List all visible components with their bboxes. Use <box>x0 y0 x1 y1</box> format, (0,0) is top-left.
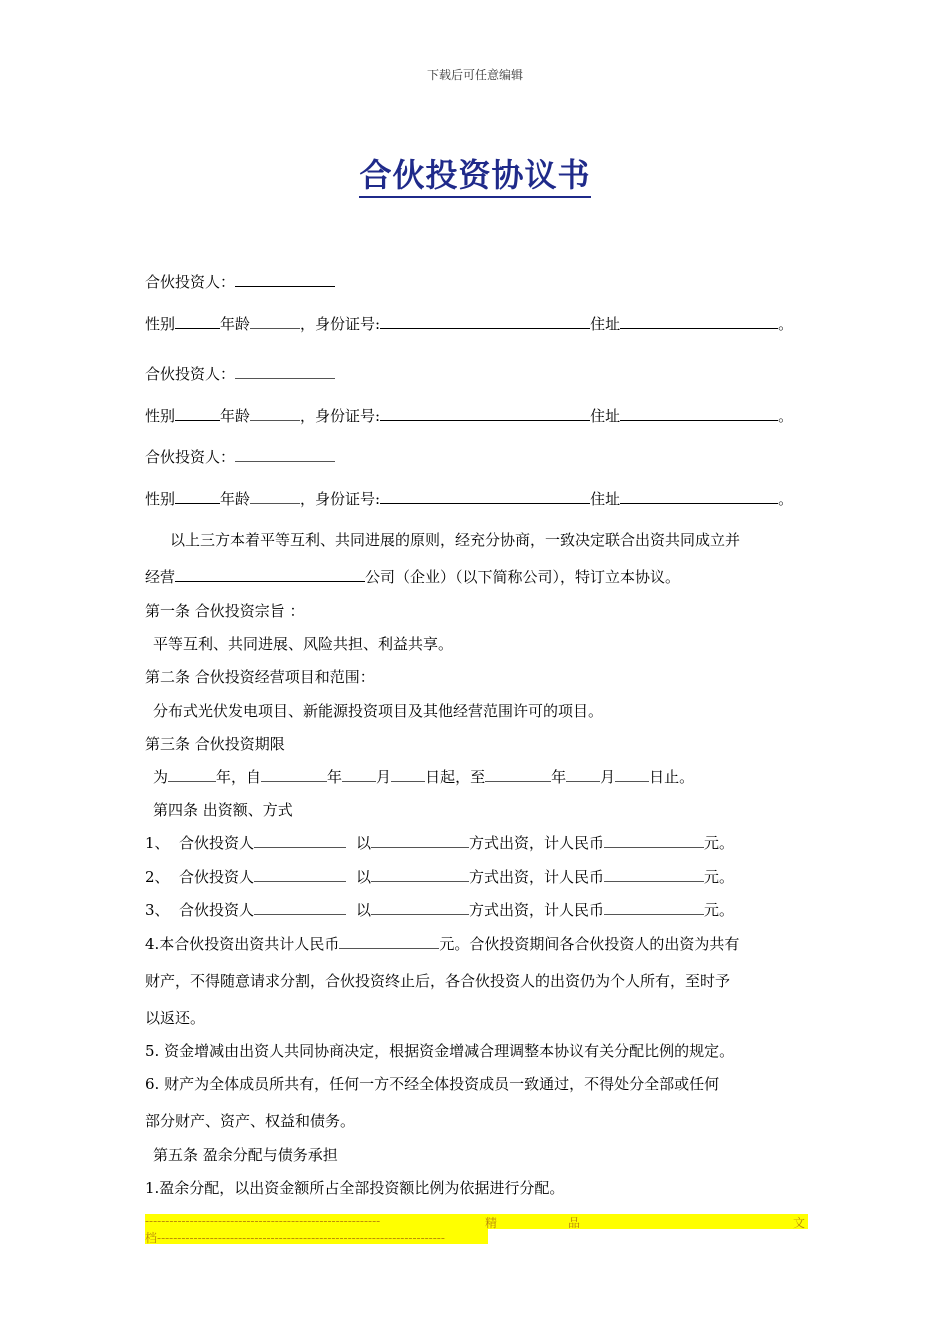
blank-field <box>485 767 551 782</box>
term-text: 为 <box>153 768 169 786</box>
blank-field <box>371 833 469 848</box>
term-text: 年 <box>327 768 343 786</box>
blank-field <box>250 406 300 421</box>
article-4-title: 第四条 出资额、方式 <box>153 801 293 819</box>
article-5-title: 第五条 盈余分配与债务承担 <box>153 1146 338 1164</box>
blank-field <box>175 406 220 421</box>
article-1-title: 第一条 合伙投资宗旨 ： <box>145 602 305 620</box>
partner-3-line <box>145 447 335 467</box>
blank-field <box>254 867 346 882</box>
partner-2-detail <box>145 406 793 426</box>
id-label: ，身份证号: <box>300 315 381 333</box>
blank-field <box>261 767 327 782</box>
blank-field <box>342 767 376 782</box>
blank-field <box>168 767 216 782</box>
term-text: 年，自 <box>216 768 262 786</box>
paragraph-4-line-1 <box>145 934 739 954</box>
contrib-text: 方式出资，计人民币 <box>469 834 605 852</box>
term-text: 年 <box>551 768 567 786</box>
term-text: 日起，至 <box>425 768 486 786</box>
contrib-text: 合伙投资人 <box>179 868 255 886</box>
article-3-title: 第三条 合伙投资期限 <box>145 735 285 753</box>
period: 。 <box>778 315 794 333</box>
footer-word: 文 <box>793 1216 806 1230</box>
period: 。 <box>778 490 794 508</box>
paragraph-4-line-3: 以返还。 <box>145 1009 206 1027</box>
page-header: 下载后可任意编辑 <box>426 68 523 82</box>
address-label: 住址 <box>590 407 621 425</box>
age-label: 年龄 <box>220 315 251 333</box>
contrib-text: 方式出资，计人民币 <box>469 901 605 919</box>
document-title <box>0 150 950 196</box>
term-text: 日止。 <box>649 768 695 786</box>
partner-1-line <box>145 272 335 292</box>
intro-text: 经营 <box>145 568 176 586</box>
article-2-body: 分布式光伏发电项目、新能源投资项目及其他经营范围许可的项目。 <box>153 702 604 720</box>
blank-field <box>620 406 778 421</box>
blank-field <box>235 447 335 462</box>
contribution-3 <box>145 900 734 920</box>
blank-field <box>175 567 365 582</box>
blank-field <box>380 314 590 329</box>
blank-field <box>371 900 469 915</box>
intro-line-2 <box>145 567 680 587</box>
article-3-body <box>153 767 694 787</box>
footer-watermark: ---------------------------------------------------------- 精 品 文 档----------------------------------------------------------------------- <box>145 1214 808 1244</box>
contribution-1 <box>145 833 734 853</box>
contrib-text: 元。 <box>704 901 735 919</box>
blank-field <box>620 314 778 329</box>
article-5-paragraph-1: 1.盈余分配，以出资金额所占全部投资额比例为依据进行分配。 <box>145 1179 565 1197</box>
gender-label: 性别 <box>145 315 176 333</box>
term-text: 月 <box>376 768 392 786</box>
footer-line-2: 档----------------------------------------------------------------------- <box>145 1231 445 1245</box>
gender-label: 性别 <box>145 407 176 425</box>
item-number: 2、 <box>145 868 170 886</box>
paragraph-text: 元。合伙投资期间各合伙投资人的出资为共有 <box>439 935 740 953</box>
partner-label: 合伙投资人： <box>145 273 236 291</box>
contribution-2 <box>145 867 734 887</box>
paragraph-4-line-2: 财产，不得随意请求分割，合伙投资终止后，各合伙投资人的出资仍为个人所有，至时予 <box>145 972 731 990</box>
id-label: ，身份证号: <box>300 490 381 508</box>
age-label: 年龄 <box>220 490 251 508</box>
blank-field <box>175 489 220 504</box>
blank-field <box>604 833 704 848</box>
article-2-title: 第二条 合伙投资经营项目和范围： <box>145 668 375 686</box>
partner-label: 合伙投资人： <box>145 365 236 383</box>
contrib-text: 合伙投资人 <box>179 901 255 919</box>
blank-field <box>250 489 300 504</box>
item-number: 3、 <box>145 901 170 919</box>
blank-field <box>254 900 346 915</box>
address-label: 住址 <box>590 490 621 508</box>
blank-field <box>250 314 300 329</box>
contrib-text: 方式出资，计人民币 <box>469 868 605 886</box>
contrib-text: 元。 <box>704 868 735 886</box>
footer-word: 精 <box>485 1216 498 1230</box>
blank-field <box>339 934 439 949</box>
contrib-text: 元。 <box>704 834 735 852</box>
paragraph-6-line-2: 部分财产、资产、权益和债务。 <box>145 1112 356 1130</box>
blank-field <box>175 314 220 329</box>
partner-2-line <box>145 364 335 384</box>
blank-field <box>380 406 590 421</box>
blank-field <box>615 767 649 782</box>
partner-label: 合伙投资人： <box>145 448 236 466</box>
blank-field <box>604 867 704 882</box>
blank-field <box>391 767 425 782</box>
blank-field <box>620 489 778 504</box>
blank-field <box>566 767 600 782</box>
paragraph-5: 5. 资金增减由出资人共同协商决定，根据资金增减合理调整本协议有关分配比例的规定。 <box>145 1042 735 1060</box>
blank-field <box>254 833 346 848</box>
blank-field <box>235 272 335 287</box>
gender-label: 性别 <box>145 490 176 508</box>
footer-word: 品 <box>568 1216 581 1230</box>
term-text: 月 <box>600 768 616 786</box>
partner-3-detail <box>145 489 793 509</box>
paragraph-text: 4.本合伙投资出资共计人民币 <box>145 935 340 953</box>
item-number: 1、 <box>145 834 170 852</box>
contrib-text: 以 <box>356 901 372 919</box>
age-label: 年龄 <box>220 407 251 425</box>
article-1-body: 平等互利、共同进展、风险共担、利益共享。 <box>153 635 454 653</box>
period: 。 <box>778 407 794 425</box>
title-text: 合伙投资协议书 <box>359 156 590 198</box>
blank-field <box>604 900 704 915</box>
blank-field <box>371 867 469 882</box>
blank-field <box>235 364 335 379</box>
footer-word: 档 <box>145 1231 158 1245</box>
blank-field <box>380 489 590 504</box>
contrib-text: 合伙投资人 <box>179 834 255 852</box>
contrib-text: 以 <box>356 868 372 886</box>
address-label: 住址 <box>590 315 621 333</box>
paragraph-6-line-1: 6. 财产为全体成员所共有，任何一方不经全体投资成员一致通过，不得处分全部或任何 <box>145 1075 720 1093</box>
partner-1-detail <box>145 314 793 334</box>
contrib-text: 以 <box>356 834 372 852</box>
id-label: ，身份证号: <box>300 407 381 425</box>
intro-line-1: 以上三方本着平等互利、共同进展的原则，经充分协商，一致决定联合出资共同成立并 <box>170 531 741 549</box>
intro-text: 公司（企业）（以下简称公司），特订立本协议。 <box>365 568 681 586</box>
